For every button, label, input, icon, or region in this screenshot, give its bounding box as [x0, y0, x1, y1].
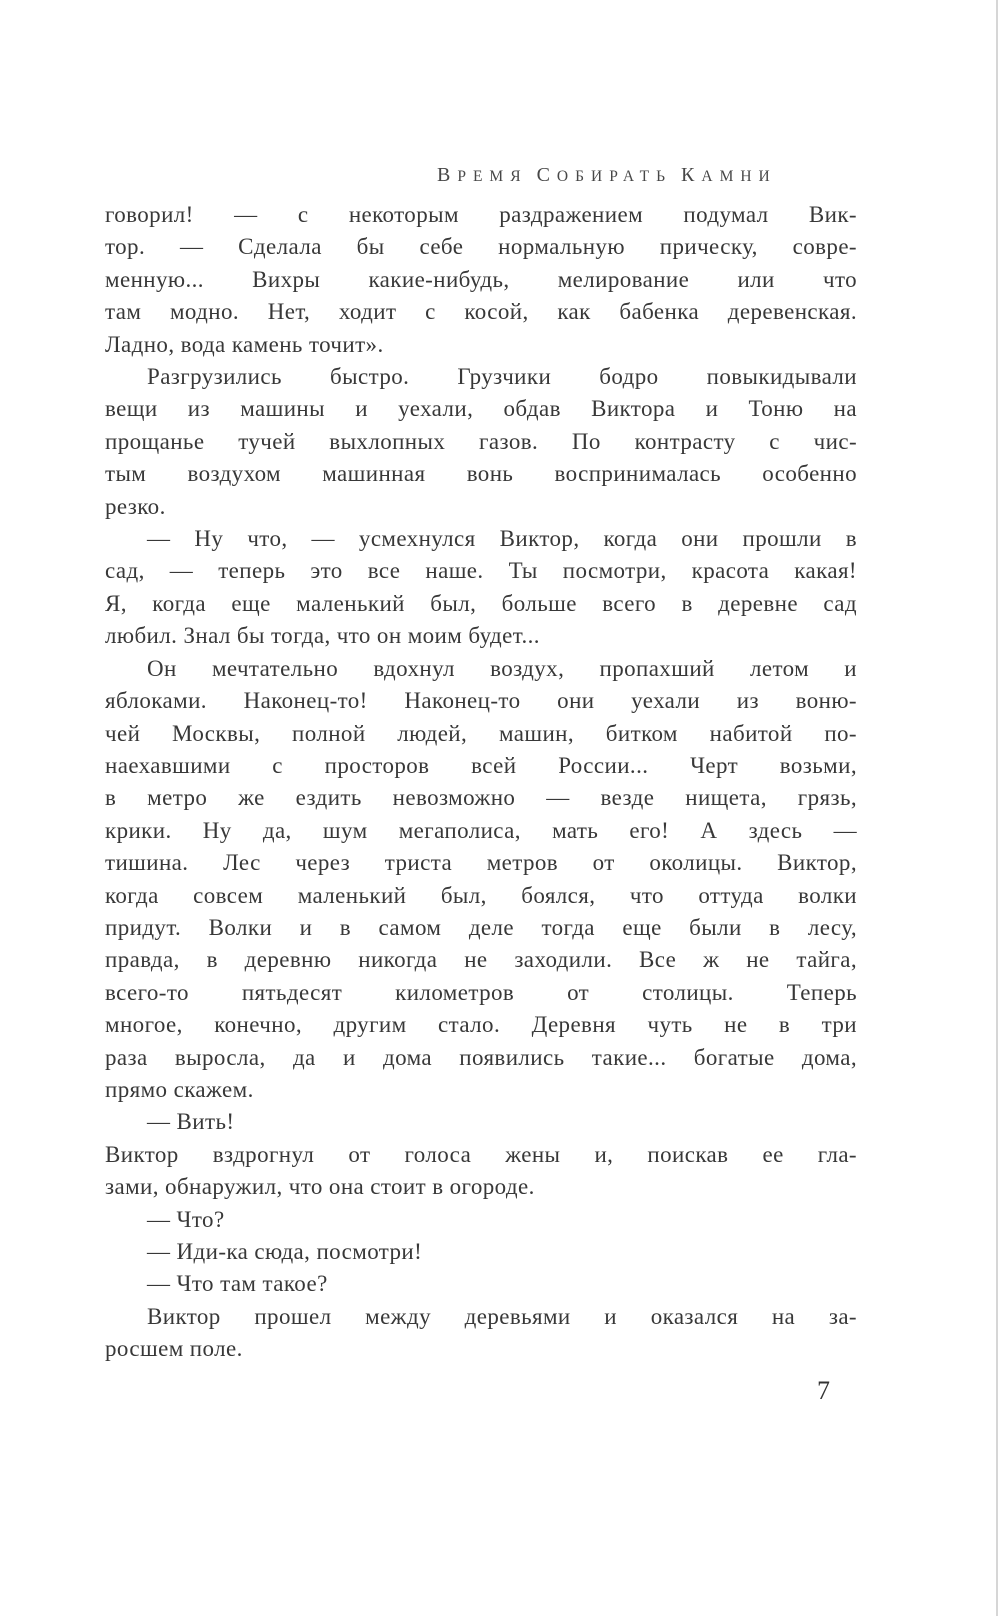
text-line: Разгрузились быстро. Грузчики бодро повыкидывали: [147, 364, 857, 390]
text-line: многое, конечно, другим стало. Деревня чуть не в три: [105, 1012, 857, 1038]
running-head: [437, 164, 786, 187]
text-line: резко.: [105, 493, 166, 519]
text-line: правда, в деревню никогда не заходили. Все ж не тайга,: [105, 947, 857, 973]
text-line: чей Москвы, полной людей, машин, битком набитой по-: [105, 720, 857, 746]
text-line: Ладно, вода камень точит».: [105, 331, 384, 357]
text-line: наехавшими с просторов всей России... Черт возьми,: [105, 752, 857, 778]
text-line: Виктор вздрогнул от голоса жены и, поискав ее гла-: [105, 1141, 857, 1167]
body-text: [105, 199, 857, 1366]
text-line: — Что там такое?: [147, 1271, 328, 1297]
running-head-word: КАМНИ: [681, 164, 777, 186]
running-head-word: ВРЕМЯ: [437, 164, 528, 186]
text-line: в метро же ездить невозможно — везде нищета, грязь,: [105, 785, 857, 811]
text-line: прощанье тучей выхлопных газов. По контрасту с чис-: [105, 428, 857, 454]
text-line: Я, когда еще маленький был, больше всего в деревне сад: [105, 590, 857, 616]
text-line: придут. Волки и в самом деле тогда еще были в лесу,: [105, 914, 857, 940]
page-number: 7: [817, 1376, 830, 1405]
text-line: всего-то пятьдесят километров от столицы. Теперь: [105, 979, 857, 1005]
text-line: — Ну что, — усмехнулся Виктор, когда они прошли в: [147, 526, 857, 552]
text-line: тишина. Лес через триста метров от околицы. Виктор,: [105, 850, 857, 876]
text-line: когда совсем маленький был, боялся, что оттуда волки: [105, 882, 857, 908]
text-line: росшем поле.: [105, 1336, 243, 1362]
text-line: любил. Знал бы тогда, что он моим будет...: [105, 623, 540, 649]
text-line: тор. — Сделала бы себе нормальную прическу, совре-: [105, 234, 857, 260]
text-line: яблоками. Наконец-то! Наконец-то они уехали из воню-: [105, 688, 857, 714]
text-line: говорил! — с некоторым раздражением подумал Вик-: [105, 202, 857, 227]
running-head-word: СОБИРАТЬ: [536, 164, 673, 186]
text-line: крики. Ну да, шум мегаполиса, мать его! А здесь —: [105, 817, 857, 843]
text-line: там модно. Нет, ходит с косой, как бабенка деревенская.: [105, 299, 857, 325]
text-line: — Вить!: [147, 1109, 235, 1135]
text-line: Он мечтательно вдохнул воздух, пропахший летом и: [147, 655, 857, 681]
text-line: зами, обнаружил, что она стоит в огороде.: [105, 1174, 535, 1200]
text-line: — Что?: [147, 1206, 225, 1232]
text-line: прямо скажем.: [105, 1076, 254, 1102]
text-line: вещи из машины и уехали, обдав Виктора и Тоню на: [105, 396, 857, 422]
text-line: раза выросла, да и дома появились такие... богатые дома,: [105, 1044, 857, 1070]
text-line: тым воздухом машинная вонь воспринималась особенно: [105, 461, 857, 487]
text-line: сад, — теперь это все наше. Ты посмотри, красота какая!: [105, 558, 857, 584]
text-line: Виктор прошел между деревьями и оказался на за-: [147, 1303, 857, 1329]
scan-edge-artifact: [996, 0, 998, 1616]
text-line: менную... Вихры какие-нибудь, мелирование или что: [105, 266, 857, 292]
text-line: — Иди-ка сюда, посмотри!: [147, 1239, 423, 1264]
